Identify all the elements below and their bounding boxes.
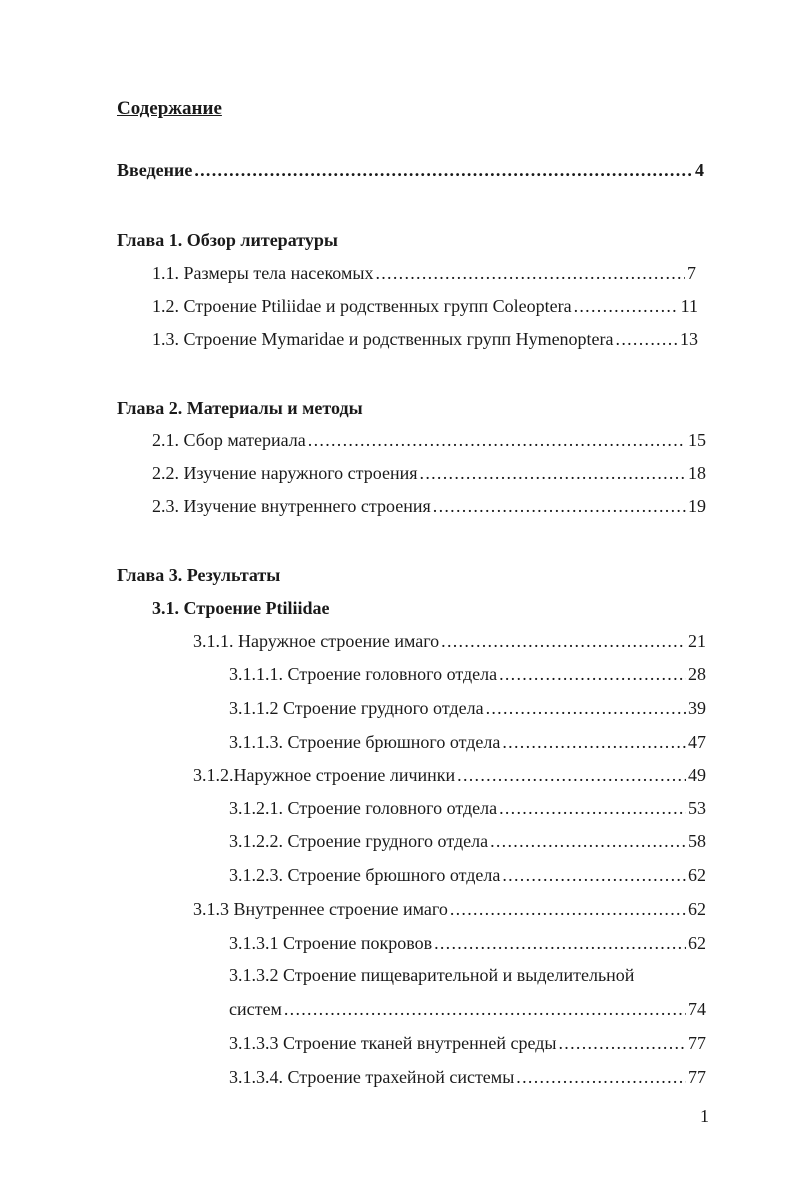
toc-title: Содержание xyxy=(117,98,222,119)
toc-entry xyxy=(152,261,696,285)
toc-entry-label: 3.1.1.1. Строение головного отдела xyxy=(229,664,498,684)
toc-entry xyxy=(152,327,698,351)
toc-entry xyxy=(229,1065,706,1089)
toc-entry-label: 3.1.3.2 Строение пищеварительной и выделительной xyxy=(229,965,635,985)
toc-entry xyxy=(193,629,706,653)
toc-entry-page: 18 xyxy=(688,463,706,483)
toc-entry-page: 77 xyxy=(688,1067,706,1087)
leader-dots xyxy=(499,662,686,686)
toc-entry-label: 2.2. Изучение наружного строения xyxy=(152,463,418,483)
leader-dots xyxy=(516,1065,686,1089)
toc-entry-label: 3.1.2.1. Строение головного отдела xyxy=(229,798,498,818)
toc-entry-label: 2.3. Изучение внутреннего строения xyxy=(152,496,431,516)
leader-dots xyxy=(457,763,686,787)
leader-dots xyxy=(194,158,693,182)
toc-entry-intro xyxy=(117,158,704,182)
toc-entry xyxy=(152,294,698,318)
toc-entry xyxy=(152,428,706,452)
toc-entry-page: 11 xyxy=(680,296,698,316)
toc-entry-label: Введение xyxy=(117,160,193,180)
toc-entry xyxy=(229,931,706,955)
toc-entry-label: 3.1.1.3. Строение брюшного отдела xyxy=(229,732,501,752)
chapter-1-heading: Глава 1. Обзор литературы xyxy=(117,230,338,250)
toc-entry-label: 3.1.2.2. Строение грудного отдела xyxy=(229,831,489,851)
toc-entry-page: 53 xyxy=(688,798,706,818)
toc-entry xyxy=(229,829,706,853)
toc-entry xyxy=(229,863,706,887)
leader-dots xyxy=(284,997,686,1021)
toc-entry-page: 7 xyxy=(687,263,696,283)
leader-dots xyxy=(559,1031,687,1055)
toc-entry-page: 28 xyxy=(688,664,706,684)
toc-entry-label: 3.1.1. Наружное строение имаго xyxy=(193,631,440,651)
toc-entry-page: 62 xyxy=(688,933,706,953)
leader-dots xyxy=(502,730,686,754)
toc-entry-page: 58 xyxy=(688,831,706,851)
toc-entry-label: 1.3. Строение Mymaridae и родственных групп Hymenoptera xyxy=(152,329,614,349)
leader-dots xyxy=(486,696,686,720)
leader-dots xyxy=(450,897,686,921)
leader-dots xyxy=(375,261,685,285)
toc-entry-label: 1.1. Размеры тела насекомых xyxy=(152,263,374,283)
toc-entry-page: 15 xyxy=(688,430,706,450)
section-3-1-heading: 3.1. Строение Ptiliidae xyxy=(152,598,330,618)
toc-entry xyxy=(152,461,706,485)
toc-entry-page: 62 xyxy=(688,865,706,885)
leader-dots xyxy=(499,796,686,820)
toc-entry-label: 2.1. Сбор материала xyxy=(152,430,306,450)
toc-entry xyxy=(229,796,706,820)
toc-entry-label: 3.1.2.Наружное строение личинки xyxy=(193,765,456,785)
chapter-2-heading: Глава 2. Материалы и методы xyxy=(117,398,363,418)
toc-entry-label: 3.1.3 Внутреннее строение имаго xyxy=(193,899,448,919)
leader-dots xyxy=(502,863,686,887)
toc-entry-page: 39 xyxy=(688,698,706,718)
toc-entry-label: 3.1.1.2 Строение грудного отдела xyxy=(229,698,484,718)
toc-entry-label: 1.2. Строение Ptiliidae и родственных групп Coleoptera xyxy=(152,296,572,316)
toc-entry-page: 47 xyxy=(688,732,706,752)
toc-entry xyxy=(193,763,706,787)
toc-entry-label: 3.1.2.3. Строение брюшного отдела xyxy=(229,865,501,885)
toc-entry-page: 13 xyxy=(680,329,698,349)
toc-entry xyxy=(229,997,706,1021)
toc-entry xyxy=(229,696,706,720)
leader-dots xyxy=(420,461,686,485)
toc-entry-label: систем xyxy=(229,999,282,1019)
toc-entry xyxy=(152,494,706,518)
leader-dots xyxy=(434,931,686,955)
toc-entry-page: 19 xyxy=(688,496,706,516)
toc-entry-page: 77 xyxy=(688,1033,706,1053)
leader-dots xyxy=(490,829,686,853)
toc-entry-page: 49 xyxy=(688,765,706,785)
leader-dots xyxy=(308,428,686,452)
toc-entry xyxy=(193,897,706,921)
toc-entry xyxy=(229,1031,706,1055)
toc-entry-label: 3.1.3.1 Строение покровов xyxy=(229,933,433,953)
toc-entry-label: 3.1.3.3 Строение тканей внутренней среды xyxy=(229,1033,557,1053)
toc-entry xyxy=(229,662,706,686)
toc-entry-page: 74 xyxy=(688,999,706,1019)
page-number: 1 xyxy=(700,1106,709,1126)
leader-dots xyxy=(433,494,686,518)
toc-entry-page: 4 xyxy=(695,160,704,180)
leader-dots xyxy=(441,629,686,653)
toc-entry xyxy=(229,730,706,754)
toc-entry-page: 21 xyxy=(688,631,706,651)
leader-dots xyxy=(616,327,678,351)
toc-entry-page: 62 xyxy=(688,899,706,919)
toc-entry-label: 3.1.3.4. Строение трахейной системы xyxy=(229,1067,515,1087)
leader-dots xyxy=(574,294,679,318)
chapter-3-heading: Глава 3. Результаты xyxy=(117,565,281,585)
